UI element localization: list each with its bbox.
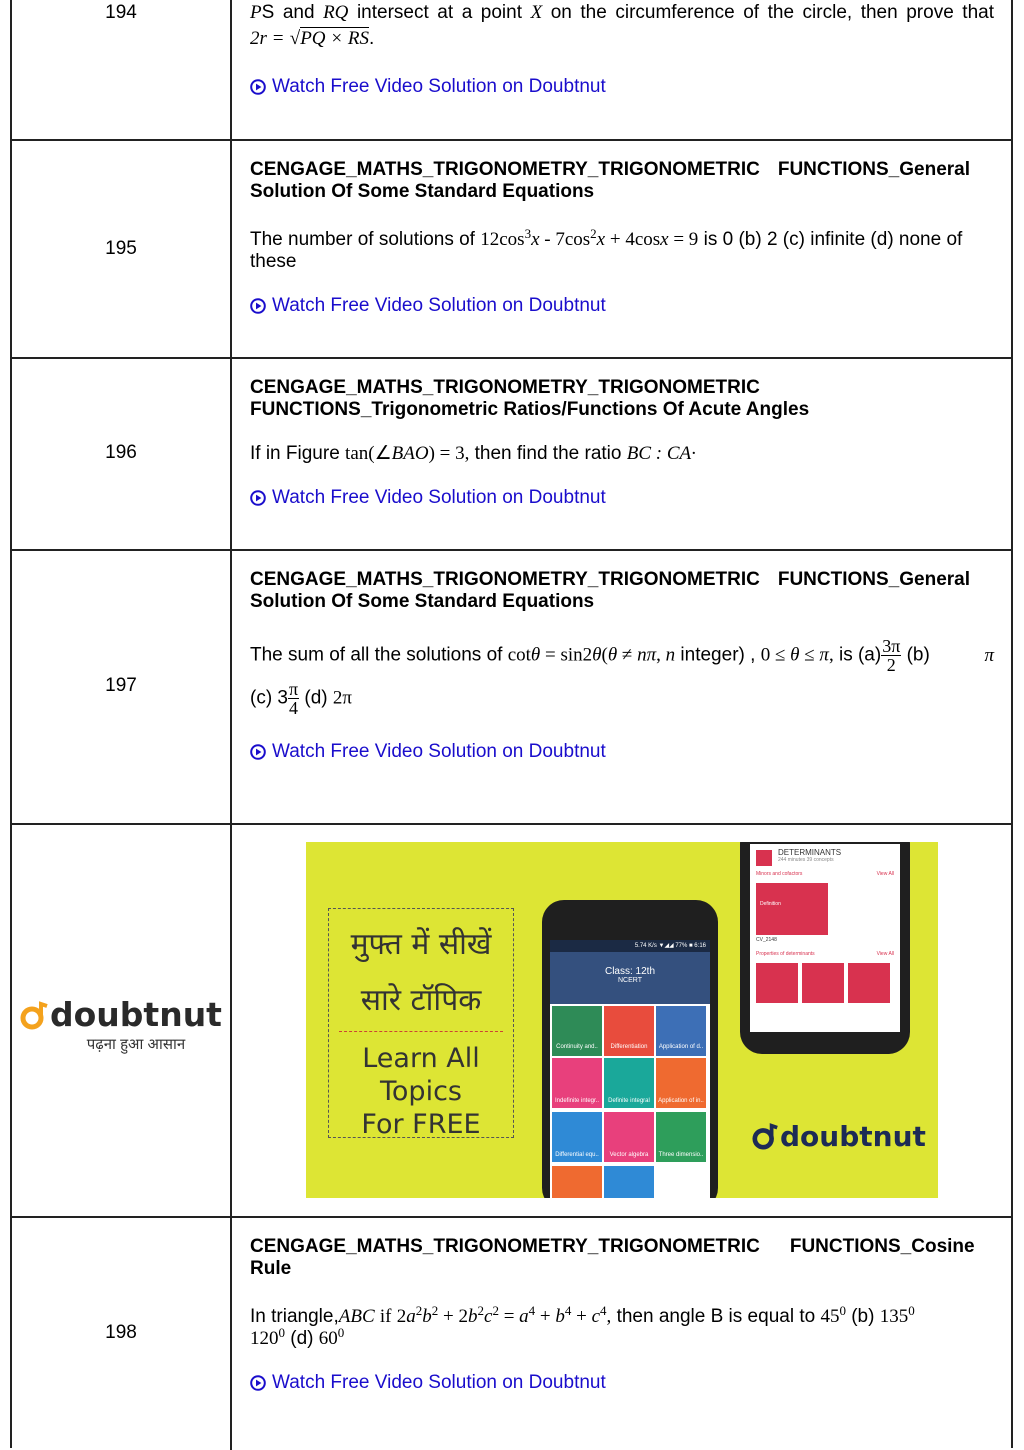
question-number: 195	[105, 238, 137, 259]
question-category-title	[250, 159, 994, 203]
text-fragment: then angle B is equal to	[616, 1306, 816, 1327]
fraction-denominator: 2	[886, 655, 896, 675]
play-circle-icon	[250, 298, 266, 314]
topic-tile-label: Indefinite integr..	[554, 1098, 600, 1104]
number-cell	[10, 551, 232, 823]
math-var: P	[250, 2, 262, 23]
question-body	[250, 2, 994, 98]
phone-mockup-1	[542, 900, 718, 1198]
view-all-link[interactable]: View All	[876, 871, 894, 877]
chapter-header	[750, 844, 900, 863]
math-var: ABC	[338, 1306, 375, 1327]
math-expression: tan(∠BAO) = 3,	[345, 443, 470, 464]
class-label: Class: 12th	[604, 966, 656, 977]
question-row-194	[10, 0, 1013, 141]
math-expression: π	[984, 644, 994, 666]
card-label: Definition	[760, 901, 781, 907]
question-text	[250, 2, 994, 24]
question-options	[250, 680, 994, 717]
phone-1-screen	[550, 940, 710, 1198]
concept-card[interactable]	[756, 963, 798, 1003]
promo-banner[interactable]	[306, 842, 938, 1198]
watch-video-link[interactable]	[250, 487, 994, 509]
text-fragment: If in Figure	[250, 443, 340, 464]
phone-mockup-2	[740, 842, 910, 1054]
math-expression: $120^0$	[250, 1325, 285, 1349]
watch-video-link[interactable]	[250, 1372, 994, 1394]
topic-tile-label: Three dimensio..	[658, 1152, 704, 1158]
section-header	[750, 945, 900, 963]
text-fragment: (b)	[906, 644, 930, 666]
brand-name: doubtnut	[50, 995, 222, 1034]
play-circle-icon	[250, 490, 266, 506]
text-fragment: is (a)	[838, 644, 882, 666]
fraction-numerator: π	[289, 679, 299, 699]
topic-tile[interactable]	[604, 1166, 654, 1198]
math-expression: $45^0$	[820, 1303, 846, 1327]
math-expression: if	[379, 1306, 392, 1327]
question-text	[250, 443, 994, 465]
math-expression: PQ × RS	[300, 28, 369, 49]
text-fragment: (b)	[851, 1306, 875, 1327]
promo-english-line: Topics	[380, 1076, 462, 1107]
math-var: RQ	[323, 2, 349, 23]
text-fragment: S and	[261, 2, 315, 23]
math-expression: $60^0$	[318, 1325, 345, 1349]
title-part: CENGAGE_MATHS_TRIGONOMETRY_TRIGONOMETRIC	[250, 1236, 760, 1257]
number-cell	[10, 359, 232, 549]
text-fragment: In triangle,	[250, 1306, 339, 1327]
topic-tile[interactable]	[552, 1166, 602, 1198]
question-row-196	[10, 359, 1013, 551]
question-row-195	[10, 141, 1013, 359]
question-number: 194	[105, 2, 137, 23]
question-text	[250, 226, 994, 273]
topic-tile-label: Application of d..	[658, 1044, 704, 1050]
number-cell	[10, 1218, 232, 1450]
question-body	[250, 377, 994, 509]
topic-tile-label: Application of in..	[658, 1098, 704, 1104]
title-part: CENGAGE_MATHS_TRIGONOMETRY_TRIGONOMETRIC	[250, 159, 760, 180]
watch-video-link[interactable]	[250, 295, 994, 317]
card-caption: CV_2148	[756, 937, 777, 943]
question-number: 196	[105, 442, 137, 463]
question-body	[250, 159, 994, 317]
promo-hindi-line: मुफ्त में सीखें	[350, 927, 492, 962]
text-fragment: (d)	[304, 687, 328, 709]
text-fragment: on the circumference of the circle, then prove that	[550, 2, 995, 23]
topic-tile-label: Differentiation	[610, 1044, 648, 1050]
math-expression: $12\cos^3x - 7\cos^2x + 4\cos x = 9$	[480, 226, 699, 250]
topic-tile-label: Definite integral	[608, 1098, 650, 1104]
question-body	[250, 569, 994, 763]
promo-hindi-line: सारे टॉपिक	[360, 983, 482, 1018]
math-expression: cotθ = sin2θ(θ ≠ nπ, n	[507, 644, 676, 666]
doubtnut-logo-icon	[752, 1122, 780, 1150]
question-text	[250, 637, 994, 674]
text-fragment: is 0 (b) 2 (c) infinite (d) none of these	[250, 229, 963, 272]
question-category-title: CENGAGE_MATHS_TRIGONOMETRY_TRIGONOMETRIC FUNCTIONS_Trigonometric Ratios/Functions Of Acute Angles	[250, 377, 810, 420]
question-text	[250, 1303, 994, 1350]
promo-english-line: For FREE	[361, 1109, 481, 1140]
topic-grid	[550, 1004, 710, 1198]
topic-tile-label: Differential equ..	[555, 1152, 599, 1158]
fraction	[288, 680, 299, 717]
question-category-title	[250, 1236, 994, 1280]
question-category-title	[250, 569, 994, 613]
fraction-numerator: 3π	[882, 636, 901, 656]
question-number: 197	[105, 675, 137, 696]
watch-video-label: Watch Free Video Solution on Doubtnut	[272, 1372, 606, 1393]
math-expression: $135^0$	[879, 1303, 915, 1327]
promo-divider	[339, 1031, 503, 1032]
doubtnut-brand	[10, 995, 232, 1054]
phone-class-header	[550, 952, 710, 1004]
phone-status-bar: 5.74 K/s ▼◢◢ 77% ■ 6:16	[550, 940, 710, 952]
section-header	[750, 863, 900, 883]
title-part: FUNCTIONS_General Solution Of Some Standard Equations	[250, 569, 971, 612]
watch-video-label: Watch Free Video Solution on Doubtnut	[272, 295, 606, 316]
card-row	[750, 963, 900, 1003]
text-fragment: The sum of all the solutions of	[250, 644, 503, 666]
banner-logo	[752, 1120, 926, 1153]
phone-2-screen	[750, 844, 900, 1032]
question-number: 198	[105, 1322, 137, 1343]
number-cell	[10, 0, 232, 139]
math-expression: 2π	[332, 687, 352, 709]
section-title: Minors and cofactors	[756, 871, 803, 877]
text-fragment: (d)	[290, 1328, 314, 1349]
promo-text-box	[328, 908, 514, 1138]
question-row-197	[10, 551, 1013, 825]
math-expression: 2r =	[250, 28, 285, 49]
logo-cell	[10, 825, 232, 1216]
concept-card[interactable]	[802, 963, 844, 1003]
watch-video-label: Watch Free Video Solution on Doubtnut	[272, 741, 606, 762]
text-fragment: The number of solutions of	[250, 229, 475, 250]
sqrt-symbol: √	[289, 28, 301, 49]
chapter-icon	[756, 850, 772, 866]
watch-video-link[interactable]	[250, 741, 994, 763]
section-title: Properties of determinants	[756, 951, 815, 957]
watch-video-label: Watch Free Video Solution on Doubtnut	[272, 76, 606, 97]
math-expression: 0 ≤ θ ≤ π,	[760, 644, 834, 666]
fraction-denominator: 4	[289, 698, 299, 718]
question-formula	[250, 28, 994, 50]
promo-english-line: Learn All	[362, 1043, 480, 1074]
board-label: NCERT	[618, 977, 642, 984]
view-all-link[interactable]: View All	[876, 951, 894, 957]
math-var: X	[530, 2, 543, 23]
text-fragment: .	[368, 28, 375, 49]
play-circle-icon	[250, 1375, 266, 1391]
text-fragment: integer) ,	[680, 644, 756, 666]
play-circle-icon	[250, 744, 266, 760]
play-circle-icon	[250, 79, 266, 95]
math-expression: $2a^2b^2 + 2b^2c^2 = a^4 + b^4 + c^4$,	[396, 1303, 612, 1327]
topic-tile-label: Continuity and..	[556, 1044, 598, 1050]
chapter-subtitle: 244 minutes 39 concepts	[778, 857, 834, 863]
chapter-title: DETERMINANTS	[778, 848, 842, 857]
text-fragment: (c) 3	[250, 687, 288, 709]
advertisement-row	[10, 825, 1013, 1218]
number-cell	[10, 141, 232, 357]
title-part: FUNCTIONS_Cosine Rule	[250, 1236, 975, 1279]
text-fragment: then find the ratio	[474, 443, 622, 464]
question-row-198	[10, 1218, 1013, 1450]
topic-tile-label: Vector algebra	[609, 1152, 649, 1158]
watch-video-link[interactable]	[250, 76, 994, 98]
title-part: FUNCTIONS_General Solution Of Some Standard Equations	[250, 159, 971, 202]
concept-card[interactable]	[756, 883, 828, 935]
fraction	[881, 637, 901, 674]
brand-tagline: पढ़ना हुआ आसान	[86, 1036, 186, 1053]
text-fragment: intersect at a point	[356, 2, 523, 23]
math-expression: BC : CA·	[626, 443, 696, 464]
question-body	[250, 1236, 994, 1394]
concept-card[interactable]	[848, 963, 890, 1003]
title-part: CENGAGE_MATHS_TRIGONOMETRY_TRIGONOMETRIC	[250, 569, 760, 590]
doubtnut-logo-icon	[20, 1000, 50, 1030]
banner-logo-text: doubtnut	[780, 1120, 926, 1153]
watch-video-label: Watch Free Video Solution on Doubtnut	[272, 487, 606, 508]
